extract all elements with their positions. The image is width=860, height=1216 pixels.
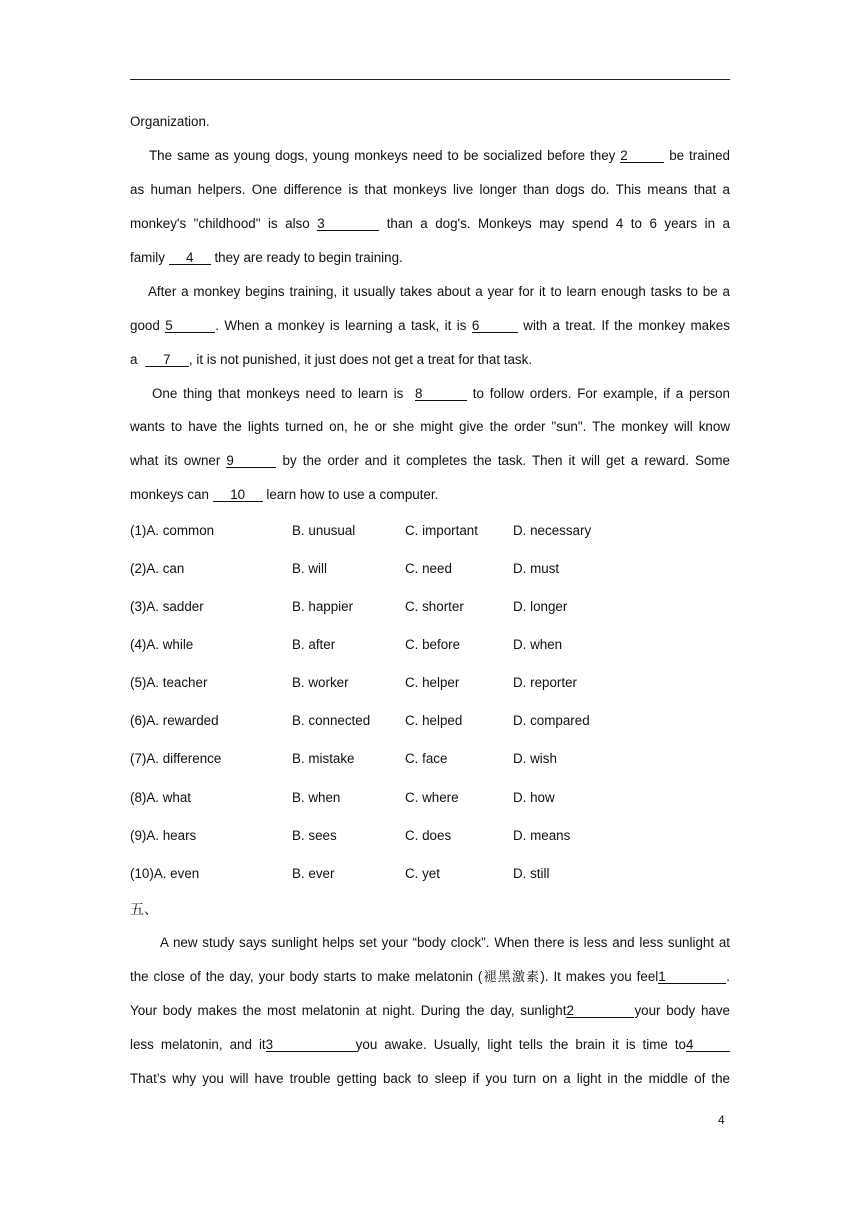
blank-6[interactable]: 6: [472, 319, 518, 333]
option-9-b[interactable]: B. sees: [292, 828, 337, 843]
option-2-c[interactable]: C. need: [405, 561, 452, 576]
option-3-b[interactable]: B. happier: [292, 599, 354, 614]
option-5-c[interactable]: C. helper: [405, 675, 460, 690]
option-5-a[interactable]: (5)A. teacher: [130, 675, 208, 690]
passage-line: A new study says sunlight helps set your “body clock”. When there is less and less sunlight at: [160, 935, 730, 950]
passage-line: less melatonin, and it3 you awake. Usually, light tells the brain it is time to4: [130, 1037, 730, 1053]
option-6-b[interactable]: B. connected: [292, 713, 371, 728]
option-4-b[interactable]: B. after: [292, 637, 336, 652]
blank-2[interactable]: 2: [620, 149, 664, 163]
option-8-b[interactable]: B. when: [292, 790, 341, 805]
option-1-a[interactable]: (1)A. common: [130, 523, 215, 538]
passage-line: That’s why you will have trouble getting back to sleep if you turn on a light in the middle of the: [130, 1071, 730, 1086]
passage-line: Organization.: [130, 114, 210, 129]
blank-s5-4[interactable]: 4: [686, 1038, 730, 1052]
option-6-d[interactable]: D. compared: [513, 713, 590, 728]
option-8-c[interactable]: C. where: [405, 790, 459, 805]
option-7-d[interactable]: D. wish: [513, 751, 557, 766]
passage-line: wants to have the lights turned on, he or she might give the order "sun". The monkey will know: [130, 419, 730, 434]
passage-line: the close of the day, your body starts to make melatonin (褪黑激素). It makes you feel1 .: [130, 969, 730, 985]
passage-line: good 5 . When a monkey is learning a task, it is 6 with a treat. If the monkey makes: [130, 318, 730, 333]
option-5-d[interactable]: D. reporter: [513, 675, 577, 690]
option-8-a[interactable]: (8)A. what: [130, 790, 192, 805]
section-heading: 五、: [130, 902, 158, 918]
passage-line: what its owner 9 by the order and it completes the task. Then it will get a reward. Some: [130, 453, 730, 468]
option-1-b[interactable]: B. unusual: [292, 523, 356, 538]
option-6-c[interactable]: C. helped: [405, 713, 463, 728]
option-2-d[interactable]: D. must: [513, 561, 560, 576]
blank-7[interactable]: 7: [145, 353, 189, 367]
blank-s5-1[interactable]: 1: [658, 970, 726, 984]
passage-line: Your body makes the most melatonin at night. During the day, sunlight2 your body have: [130, 1003, 730, 1018]
passage-line: family 4 they are ready to begin training.: [130, 250, 403, 265]
option-2-b[interactable]: B. will: [292, 561, 327, 576]
option-1-c[interactable]: C. important: [405, 523, 478, 538]
passage-line: After a monkey begins training, it usually takes about a year for it to learn enough tasks to be a: [148, 284, 730, 299]
option-9-d[interactable]: D. means: [513, 828, 571, 843]
option-6-a[interactable]: (6)A. rewarded: [130, 713, 219, 728]
blank-3[interactable]: 3: [317, 217, 379, 231]
option-10-d[interactable]: D. still: [513, 866, 550, 881]
option-4-c[interactable]: C. before: [405, 637, 461, 652]
option-7-a[interactable]: (7)A. difference: [130, 751, 222, 766]
option-10-b[interactable]: B. ever: [292, 866, 335, 881]
blank-4[interactable]: 4: [169, 251, 211, 265]
blank-8[interactable]: 8: [415, 387, 467, 401]
blank-9[interactable]: 9: [226, 454, 276, 468]
page-number: 4: [718, 1113, 725, 1127]
passage-line: The same as young dogs, young monkeys need to be socialized before they 2 be trained: [149, 148, 730, 163]
option-7-b[interactable]: B. mistake: [292, 751, 355, 766]
option-3-d[interactable]: D. longer: [513, 599, 568, 614]
option-2-a[interactable]: (2)A. can: [130, 561, 185, 576]
option-3-c[interactable]: C. shorter: [405, 599, 464, 614]
blank-s5-2[interactable]: 2: [566, 1004, 634, 1018]
blank-s5-3[interactable]: 3: [266, 1038, 356, 1052]
option-4-a[interactable]: (4)A. while: [130, 637, 194, 652]
option-10-c[interactable]: C. yet: [405, 866, 440, 881]
option-8-d[interactable]: D. how: [513, 790, 555, 805]
option-9-c[interactable]: C. does: [405, 828, 452, 843]
option-4-d[interactable]: D. when: [513, 637, 563, 652]
passage-line: as human helpers. One difference is that monkeys live longer than dogs do. This means that a: [130, 182, 730, 197]
passage-line: a 7 , it is not punished, it just does not get a treat for that task.: [130, 352, 533, 367]
option-10-a[interactable]: (10)A. even: [130, 866, 200, 881]
option-5-b[interactable]: B. worker: [292, 675, 349, 690]
header-rule: [130, 79, 730, 80]
blank-10[interactable]: 10: [213, 488, 263, 502]
option-9-a[interactable]: (9)A. hears: [130, 828, 197, 843]
option-1-d[interactable]: D. necessary: [513, 523, 592, 538]
passage-line: One thing that monkeys need to learn is 8 to follow orders. For example, if a person: [152, 386, 730, 401]
option-3-a[interactable]: (3)A. sadder: [130, 599, 204, 614]
blank-5[interactable]: 5: [165, 319, 215, 333]
option-7-c[interactable]: C. face: [405, 751, 448, 766]
passage-line: monkeys can 10 learn how to use a computer.: [130, 487, 439, 502]
passage-line: monkey's "childhood" is also 3 than a dog's. Monkeys may spend 4 to 6 years in a: [130, 216, 730, 231]
